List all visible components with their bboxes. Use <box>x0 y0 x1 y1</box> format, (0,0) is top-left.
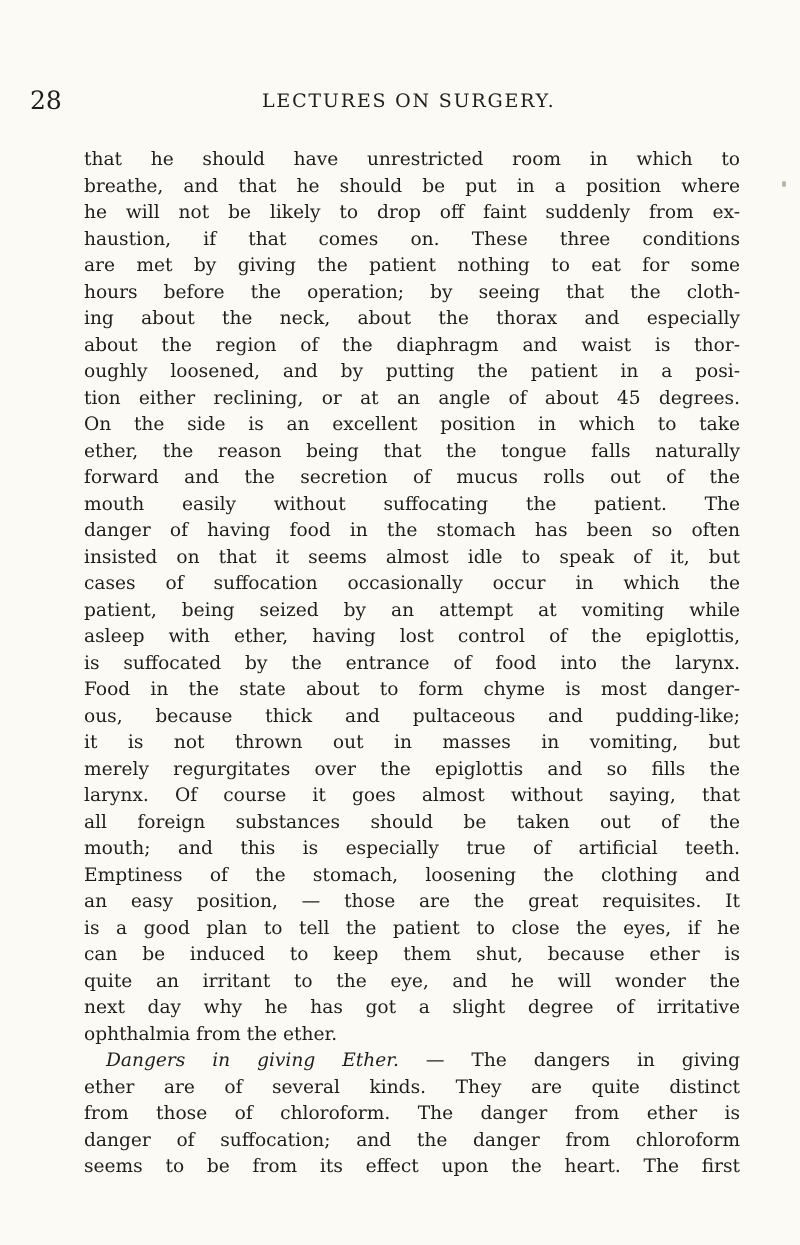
text-line: ether are of several kinds. They are quite distinct <box>84 1076 740 1098</box>
section-first-line-text: — The dangers in giving <box>398 1050 740 1071</box>
page-number: 28 <box>30 86 62 115</box>
running-title: LECTURES ON SURGERY. <box>262 90 556 112</box>
text-line: tion either reclining, or at an angle of about 45 degrees. <box>84 387 740 409</box>
section-dangers-ether <box>84 1048 740 1181</box>
text-line: asleep with ether, having lost control of the epiglottis, <box>84 626 740 647</box>
text-line: about the region of the diaphragm and waist is thor- <box>84 334 740 356</box>
section-title: Dangers in giving Ether. <box>106 1050 399 1071</box>
text-line: it is not thrown out in masses in vomiting, but <box>84 732 740 753</box>
text-line: ether, the reason being that the tongue falls naturally <box>84 440 740 462</box>
paragraph-ether-preparation <box>84 147 740 1048</box>
text-line: all foreign substances should be taken out of the <box>84 811 740 833</box>
text-line: is a good plan to tell the patient to close the eyes, if he <box>84 917 740 939</box>
text-line: haustion, if that comes on. These three conditions <box>84 228 740 250</box>
text-line: are met by giving the patient nothing to eat for some <box>84 255 740 276</box>
text-line: ing about the neck, about the thorax and especially <box>84 308 740 329</box>
text-line: Food in the state about to form chyme is most danger- <box>84 679 740 700</box>
text-line: quite an irritant to the eye, and he will wonder the <box>84 970 740 992</box>
page-header <box>0 86 800 116</box>
text-line: cases of suffocation occasionally occur in which the <box>84 573 740 594</box>
text-line: breathe, and that he should be put in a position where <box>84 175 740 197</box>
section-heading-line <box>84 1048 740 1075</box>
text-line: larynx. Of course it goes almost without saying, that <box>84 785 740 806</box>
text-line: ous, because thick and pultaceous and pudding-like; <box>84 705 740 727</box>
text-line: danger of having food in the stomach has been so often <box>84 520 740 541</box>
text-line: forward and the secretion of mucus rolls out of the <box>84 467 740 488</box>
text-line: oughly loosened, and by putting the patient in a posi- <box>84 361 740 382</box>
text-line: mouth; and this is especially true of artificial teeth. <box>84 838 740 859</box>
text-line: he will not be likely to drop off faint suddenly from ex- <box>84 202 740 223</box>
text-line: from those of chloroform. The danger from ether is <box>84 1103 740 1124</box>
text-line: is suffocated by the entrance of food into the larynx. <box>84 652 740 674</box>
text-line: that he should have unrestricted room in which to <box>84 149 740 170</box>
text-line: merely regurgitates over the epiglottis and so fills the <box>84 758 740 780</box>
text-line: can be induced to keep them shut, because ether is <box>84 944 740 965</box>
text-line: On the side is an excellent position in which to take <box>84 414 740 435</box>
text-line: ophthalmia from the ether. <box>84 1023 338 1045</box>
body-text <box>84 147 740 1181</box>
text-line: an easy position, — those are the great requisites. It <box>84 891 740 912</box>
text-line: hours before the operation; by seeing that the cloth- <box>84 281 740 303</box>
text-line: seems to be from its effect upon the heart. The first <box>84 1156 740 1177</box>
margin-speck <box>782 181 786 187</box>
text-line: next day why he has got a slight degree of irritative <box>84 997 740 1018</box>
text-line: mouth easily without suffocating the patient. The <box>84 493 740 515</box>
text-line: patient, being seized by an attempt at vomiting while <box>84 599 740 621</box>
text-line: Emptiness of the stomach, loosening the clothing and <box>84 864 740 886</box>
text-line: danger of suffocation; and the danger from chloroform <box>84 1129 740 1151</box>
text-line: insisted on that it seems almost idle to speak of it, but <box>84 546 740 568</box>
